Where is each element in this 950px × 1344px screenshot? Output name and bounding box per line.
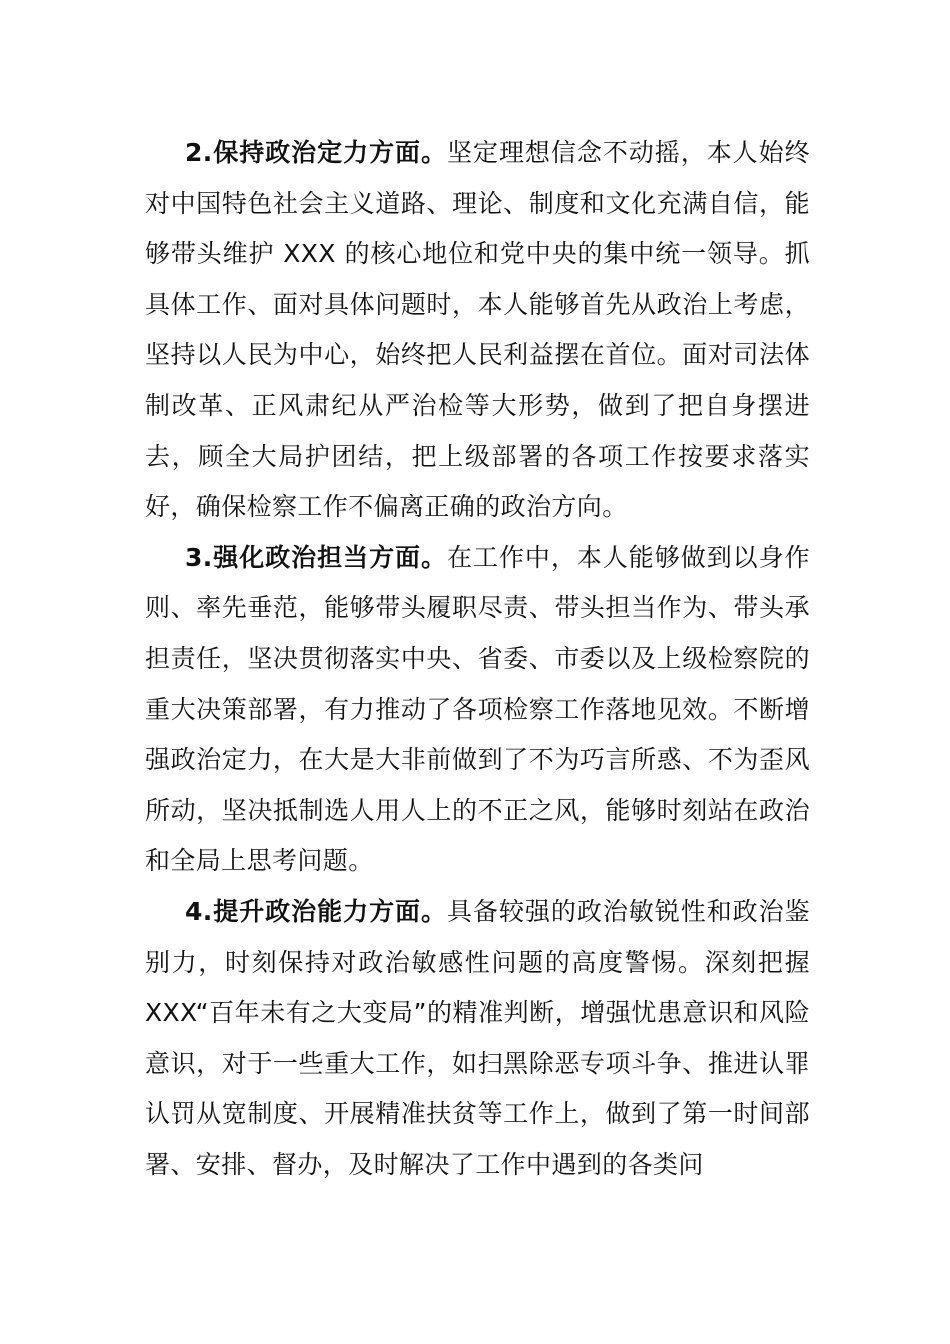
paragraph-4-body: 具备较强的政治敏锐性和政治鉴别力，时刻保持对政治敏感性问题的高度警惕。深刻把握 XXX“百年未有之大变局”的精准判断，增强忧患意识和风险意识，对于一些重大工作，如扫黑除恶专项斗争、推进认罪认罚从宽制度、开展精准扶贫等工作上，做到了第一时间部署、安排、督办，及时解决了工作中遇到的各类问	[145, 896, 811, 1179]
paragraph-2-body: 坚定理想信念不动摇，本人始终对中国特色社会主义道路、理论、制度和文化充满自信，能够带头维护 XXX 的核心地位和党中央的集中统一领导。抓具体工作、面对具体问题时，本人能够首先从政治上考虑，坚持以人民为中心，始终把人民利益摆在首位。面对司法体制改革、正风肃纪从严治检等大形势，做到了把自身摆进去，顾全大局护团结，把上级部署的各项工作按要求落实好，确保检察工作不偏离正确的政治方向。	[145, 138, 811, 522]
paragraph-3-body: 在工作中，本人能够做到以身作则、率先垂范，能够带头履职尽责、带头担当作为、带头承担责任，坚决贯彻落实中央、省委、市委以及上级检察院的重大决策部署，有力推动了各项检察工作落地见效。不断增强政治定力，在大是大非前做到了不为巧言所惑、不为歪风所动，坚决抵制选人用人上的不正之风，能够时刻站在政治和全局上思考问题。	[145, 542, 811, 876]
paragraph-3-heading: 3.强化政治担当方面。	[185, 542, 447, 572]
paragraph-4	[145, 887, 810, 1191]
paragraph-3	[145, 533, 810, 887]
paragraph-2-heading: 2.保持政治定力方面。	[185, 138, 447, 167]
paragraph-2	[145, 128, 810, 533]
paragraph-4-heading: 4.提升政治能力方面。	[185, 896, 447, 926]
document-body	[145, 128, 810, 1190]
